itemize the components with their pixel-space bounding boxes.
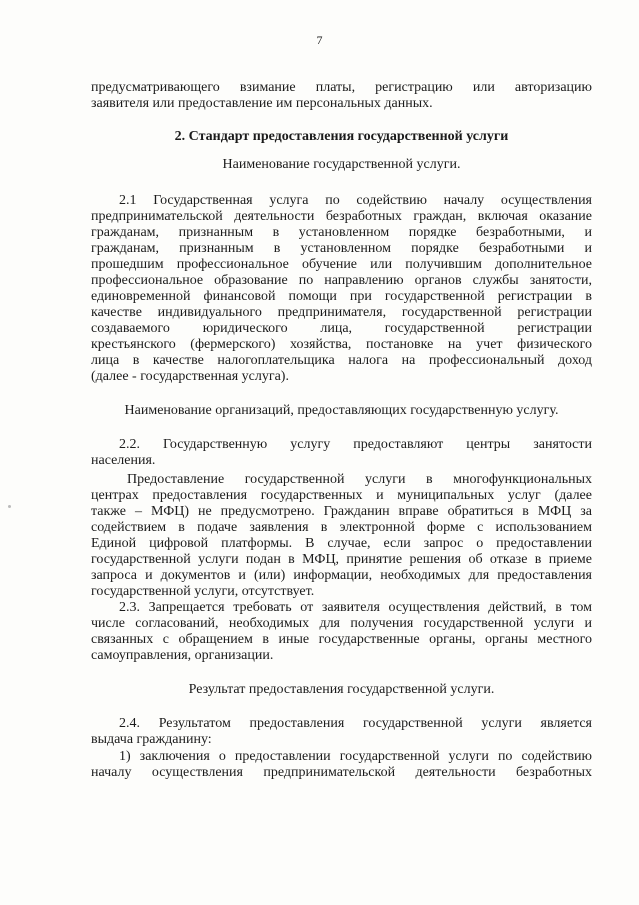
- paragraph-2-1: [91, 193, 592, 385]
- text-line: создаваемого юридического лица, государственной регистрации: [91, 321, 592, 336]
- text-line: гражданам, признанным в установленном порядке безработными, и: [91, 225, 592, 240]
- text-line: запроса и документов и (или) информации, необходимых для предоставления: [91, 568, 592, 583]
- text-line: гражданам, признанным в установленном порядке безработными и: [91, 241, 592, 256]
- text-line: содействием в подаче заявления в электронной форме с использованием: [91, 520, 592, 535]
- text-line: (далее - государственная услуга).: [91, 369, 289, 384]
- paragraph-mfc: [91, 472, 592, 600]
- text-line: крестьянского (фермерского) хозяйства, постановке на учет физического: [91, 337, 592, 352]
- paragraph-2-4: [91, 716, 592, 748]
- subsection-heading-name: Наименование государственной услуги.: [222, 157, 461, 172]
- text-line: населения.: [91, 453, 156, 468]
- text-line: прошедшим профессиональное обучение или получившим дополнительное: [91, 257, 592, 272]
- text-line: 2.1 Государственная услуга по содействию началу осуществления: [119, 193, 592, 208]
- text-line: числе согласований, необходимых для получения государственной услуги и: [91, 616, 592, 631]
- text-line: выдача гражданину:: [91, 732, 212, 747]
- text-line: центрах предоставления государственных и муниципальных услуг (далее: [91, 488, 592, 503]
- paragraph-2-3: [91, 600, 592, 664]
- text-line: самоуправления, организации.: [91, 648, 274, 663]
- paragraph-2-4-item-1: [91, 749, 592, 781]
- text-line: качестве индивидуального предпринимателя, государственной регистрации: [91, 305, 592, 320]
- text-line: профессиональное образование по направлению органов службы занятости,: [91, 273, 592, 288]
- document-body: [91, 80, 592, 781]
- text-line: 2.2. Государственную услугу предоставляют центры занятости: [119, 437, 592, 452]
- text-line: заявителя или предоставление им персональных данных.: [91, 96, 433, 111]
- text-line: связанных с обращением в иные государственные органы, органы местного: [91, 632, 592, 647]
- text-line: Единой цифровой платформы. В случае, если запрос о предоставлении: [91, 536, 592, 551]
- scan-speck: [8, 505, 11, 508]
- text-line: государственной услуги, отсутствует.: [91, 584, 315, 599]
- text-line: также – МФЦ) не предусмотрено. Гражданин вправе обратиться в МФЦ за: [91, 504, 592, 519]
- text-line: началу осуществления предпринимательской деятельности безработных: [91, 765, 592, 780]
- text-line: единовременной финансовой помощи при государственной регистрации в: [91, 289, 592, 304]
- section-heading: 2. Стандарт предоставления государственной услуги: [174, 129, 509, 144]
- paragraph-2-2: [91, 437, 592, 469]
- text-line: предусматривающего взимание платы, регистрацию или авторизацию: [91, 80, 592, 95]
- text-line: предпринимательской деятельности безработных граждан, включая оказание: [91, 209, 592, 224]
- text-line: 1) заключения о предоставлении государственной услуги по содействию: [119, 749, 592, 764]
- text-line: Предоставление государственной услуги в многофункциональных: [127, 472, 592, 487]
- text-line: лица в качестве налогоплательщика налога на профессиональный доход: [91, 353, 592, 368]
- page-number: 7: [316, 33, 323, 47]
- text-line: государственной услуги подан в МФЦ, принятие решения об отказе в приеме: [91, 552, 592, 567]
- subsection-heading-result: Результат предоставления государственной услуги.: [188, 682, 495, 697]
- paragraph-continuation: [91, 80, 592, 112]
- subsection-heading-orgs: Наименование организаций, предоставляющих государственную услугу.: [124, 403, 559, 418]
- text-line: 2.3. Запрещается требовать от заявителя осуществления действий, в том: [119, 600, 592, 615]
- text-line: 2.4. Результатом предоставления государственной услуги является: [119, 716, 592, 731]
